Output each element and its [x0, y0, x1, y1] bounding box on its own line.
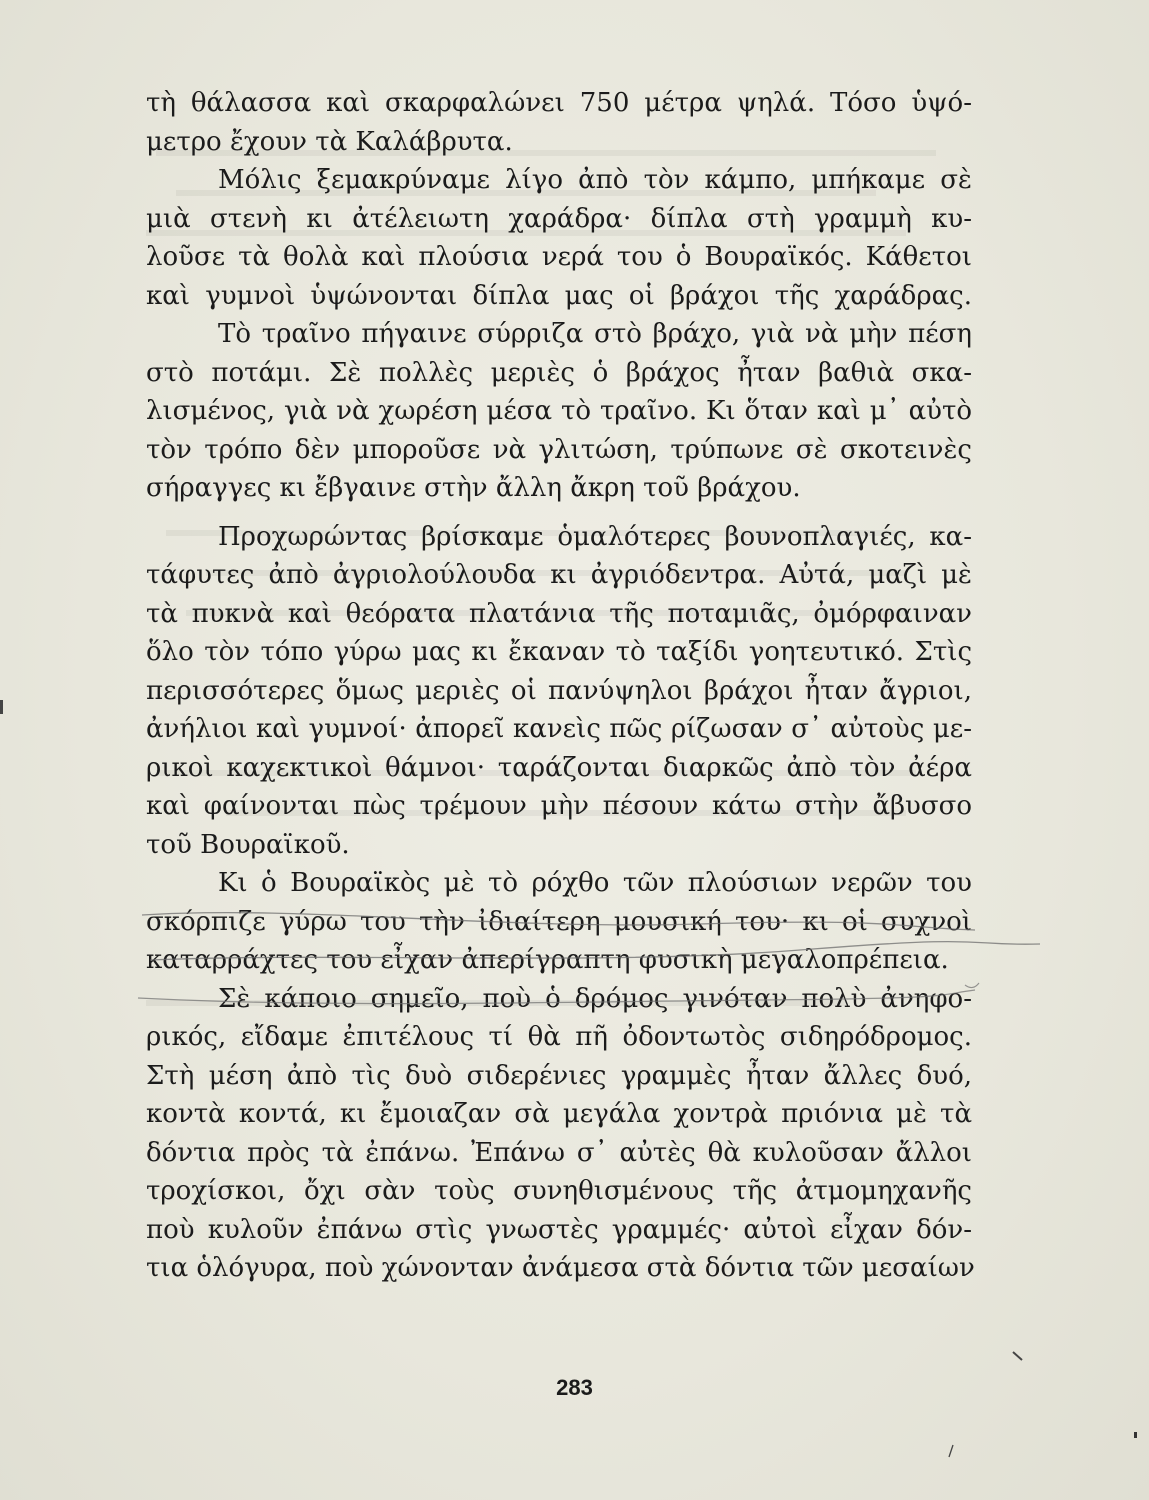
text-line: ποὺ κυλοῦν ἐπάνω στὶς γνωστὲς γραμμές· αὐτοὶ εἶχαν δόν- — [146, 1214, 972, 1245]
page-number: 283 — [556, 1375, 593, 1400]
text-line: ἀνήλιοι καὶ γυμνοί· ἀπορεῖ κανεὶς πῶς ρίζωσαν σ᾽ αὐτοὺς με- — [146, 714, 972, 744]
text-line: Προχωρώντας βρίσκαμε ὁμαλότερες βουνοπλαγιές, κα- — [218, 521, 972, 552]
text-line: τια ὁλόγυρα, ποὺ χώνονταν ἀνάμεσα στὰ δόντια τῶν μεσαίων — [146, 1253, 975, 1283]
stray-mark — [949, 1445, 953, 1457]
text-line: τὸν τρόπο δὲν μποροῦσε νὰ γλιτώση, τρύπωνε σὲ σκοτεινὲς — [146, 434, 972, 465]
text-line: Κι ὁ Βουραϊκὸς μὲ τὸ ρόχθο τῶν πλούσιων νερῶν του — [218, 868, 972, 898]
text-line: ρικός, εἴδαμε ἐπιτέλους τί θὰ πῆ ὀδοντωτὸς σιδηρόδρομος. — [146, 1022, 972, 1052]
text-line: Τὸ τραῖνο πήγαινε σύρριζα στὸ βράχο, γιὰ νὰ μὴν πέση — [218, 319, 972, 349]
text-line: τοῦ Βουραϊκοῦ. — [146, 829, 350, 860]
text-line: μιὰ στενὴ κι ἀτέλειωτη χαράδρα· δίπλα στὴ γραμμὴ κυ- — [146, 203, 972, 234]
text-line: Σὲ κάποιο σημεῖο, ποὺ ὁ δρόμος γινόταν πολὺ ἀνηφο- — [218, 983, 972, 1014]
text-line: λοῦσε τὰ θολὰ καὶ πλούσια νερά του ὁ Βουραϊκός. Κάθετοι — [146, 242, 972, 272]
body-text — [146, 84, 975, 1288]
text-line: δόντια πρὸς τὰ ἐπάνω. Ἐπάνω σ᾽ αὐτὲς θὰ κυλοῦσαν ἄλλοι — [146, 1137, 972, 1168]
text-line: Στὴ μέση ἀπὸ τὶς δυὸ σιδερένιες γραμμὲς ἦταν ἄλλες δυό, — [146, 1060, 972, 1091]
text-line: περισσότερες ὅμως μεριὲς οἱ πανύψηλοι βράχοι ἦταν ἄγριοι, — [146, 675, 972, 706]
text-line: Μόλις ξεμακρύναμε λίγο ἀπὸ τὸν κάμπο, μπήκαμε σὲ — [218, 165, 972, 195]
text-line: τὴ θάλασσα καὶ σκαρφαλώνει 750 μέτρα ψηλά. Τόσο ὑψό- — [146, 88, 972, 118]
text-line: τὰ πυκνὰ καὶ θεόρατα πλατάνια τῆς ποταμιᾶς, ὀμόρφαιναν — [146, 598, 972, 629]
text-line: σήραγγες κι ἔβγαινε στὴν ἄλλη ἄκρη τοῦ βράχου. — [146, 473, 801, 503]
text-line: καὶ γυμνοὶ ὑψώνονται δίπλα μας οἱ βράχοι τῆς χαράδρας. — [146, 280, 972, 311]
text-line: σκόρπιζε γύρω του τὴν ἰδιαίτερη μουσική του· κι οἱ συχνοὶ — [146, 906, 972, 937]
text-line: μετρο ἔχουν τὰ Καλάβρυτα. — [146, 126, 513, 157]
text-line: καὶ φαίνονται πὼς τρέμουν μὴν πέσουν κάτω στὴν ἄβυσσο — [146, 791, 972, 821]
text-line: στὸ ποτάμι. Σὲ πολλὲς μεριὲς ὁ βράχος ἦταν βαθιὰ σκα- — [146, 357, 972, 388]
stray-mark — [1134, 1432, 1137, 1438]
paragraph-gap — [146, 508, 972, 518]
text-line: κοντὰ κοντά, κι ἔμοιαζαν σὰ μεγάλα χοντρὰ πριόνια μὲ τὰ — [146, 1099, 972, 1129]
text-line: καταρράχτες του εἶχαν ἀπερίγραπτη φυσικὴ μεγαλοπρέπεια. — [146, 945, 949, 975]
stray-mark — [1013, 1352, 1022, 1360]
text-line: τροχίσκοι, ὄχι σὰν τοὺς συνηθισμένους τῆς ἀτμομηχανῆς — [146, 1176, 972, 1206]
text-line: ρικοὶ καχεκτικοὶ θάμνοι· ταράζονται διαρκῶς ἀπὸ τὸν ἀέρα — [146, 752, 972, 783]
text-line: ὅλο τὸν τόπο γύρω μας κι ἔκαναν τὸ ταξίδι γοητευτικό. Στὶς — [146, 637, 972, 667]
text-line: τάφυτες ἀπὸ ἀγριολούλουδα κι ἀγριόδεντρα. Αὐτά, μαζὶ μὲ — [146, 560, 972, 590]
text-line: λισμένος, γιὰ νὰ χωρέση μέσα τὸ τραῖνο. Κι ὅταν καὶ μ᾽ αὐτὸ — [146, 396, 972, 426]
stray-mark — [0, 700, 3, 714]
